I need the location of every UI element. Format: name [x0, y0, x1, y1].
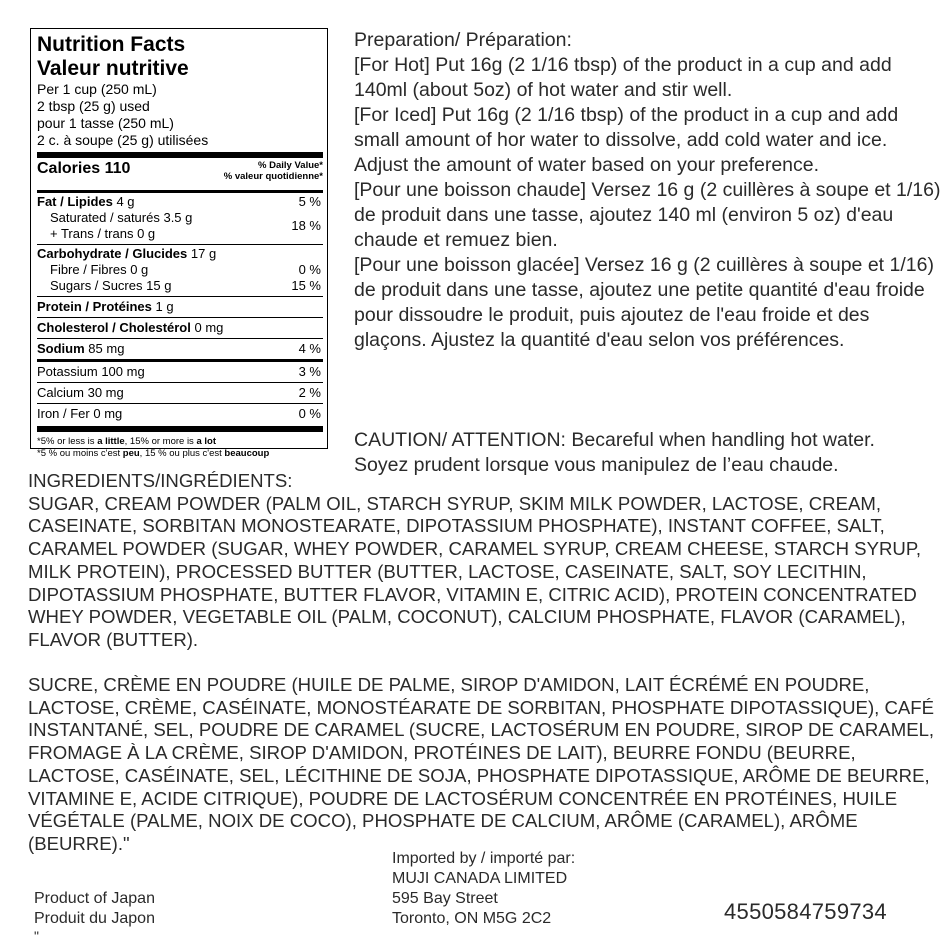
sodium-row	[37, 338, 323, 359]
footnote-fr	[37, 448, 323, 460]
fibre-label: Fibre / Fibres	[50, 262, 127, 277]
saturated-amount: 3.5 g	[163, 210, 193, 225]
sugars-amount: 15 g	[146, 278, 172, 293]
ingredients-french: SUCRE, CRÈME EN POUDRE (HUILE DE PALME, SIROP D'AMIDON, LAIT ÉCRÉMÉ EN POUDRE, LACTOSE, CRÈME, CASÉINATE, MONOSTÉARATE DE SORBITAN, PHOSPHATE DIPOTASSIQUE), CAFÉ INSTANTANÉ, SEL, POUDRE DE CARAMEL (SUCRE, LACTOSÉRUM EN POUDRE, SIROP DE CARAMEL, FROMAGE À LA CRÈME, SIROP D'AMIDON, PROTÉINES DE LAIT), BEURRE FONDU (BEURRE, LACTOSE, CASÉINATE, SEL, LÉCITHINE DE SOJA, PHOSPHATE DIPOTASSIQUE, ARÔME DE BEURRE, VITAMINE E, ACIDE CITRIQUE), POUDRE DE LACTOSÉRUM CONCENTRÉE EN PROTÉINES, HUILE VÉGÉTALE (PALME, NOIX DE COCO), PHOSPHATE DE CALCIUM, ARÔME (CARAMEL), ARÔME (BEURRE)."	[28, 674, 935, 854]
stray-quote-mark: "	[34, 928, 39, 944]
iron-amount: 0 mg	[93, 406, 123, 421]
potassium-amount: 100 mg	[101, 364, 145, 379]
trans-amount: 0 g	[137, 226, 156, 241]
ingredients-heading: INGREDIENTS/INGRÉDIENTS:	[28, 470, 293, 491]
iron-label: Iron / Fer	[37, 406, 90, 421]
daily-value-header-fr: % valeur quotidienne*	[223, 171, 323, 182]
serving-size-2: 2 tbsp (25 g) used	[37, 98, 150, 114]
fat-group	[37, 193, 323, 244]
calories-row	[37, 158, 323, 190]
potassium-row	[37, 359, 323, 382]
carb-amount: 17 g	[190, 246, 217, 261]
fibre-pct: 0 %	[298, 262, 321, 277]
daily-value-header	[224, 160, 323, 182]
fibre-row	[37, 262, 323, 278]
protein-amount: 1 g	[155, 299, 174, 314]
preparation-hot-en: [For Hot] Put 16g (2 1/16 tbsp) of the product in a cup and add 140ml (about 5oz) of hot water and stir well.	[354, 54, 892, 101]
preparation-heading: Preparation/ Préparation:	[354, 29, 572, 51]
calcium-pct: 2 %	[298, 385, 321, 400]
footnote-en-a: *5% or less is	[37, 436, 98, 447]
carb-row	[37, 246, 323, 262]
cholesterol-amount: 0 mg	[194, 320, 224, 335]
potassium-pct: 3 %	[298, 364, 321, 379]
footnote-en	[37, 436, 323, 448]
footnote-fr-d: beaucoup	[224, 448, 270, 459]
cholesterol-row	[37, 317, 323, 338]
fibre-amount: 0 g	[130, 262, 149, 277]
serving-size-3: pour 1 tasse (250 mL)	[37, 115, 174, 131]
serving-size-1: Per 1 cup (250 mL)	[37, 81, 157, 97]
importer-line-3: 595 Bay Street	[392, 890, 498, 907]
calcium-amount: 30 mg	[87, 385, 124, 400]
fat-amount: 4 g	[116, 194, 135, 209]
footnote-en-d: a lot	[196, 436, 216, 447]
trans-label: + Trans / trans	[50, 226, 134, 241]
saturated-pct: 18 %	[291, 218, 321, 233]
protein-label: Protein / Protéines	[37, 299, 152, 314]
fat-label: Fat / Lipides	[37, 194, 113, 209]
calcium-row	[37, 382, 323, 403]
importer-line-4: Toronto, ON M5G 2C2	[392, 910, 552, 927]
origin-block	[34, 889, 155, 929]
sodium-amount: 85 mg	[88, 341, 125, 356]
sodium-label: Sodium	[37, 341, 85, 356]
nutrition-facts-panel	[30, 28, 328, 459]
carb-group	[37, 244, 323, 296]
protein-row	[37, 296, 323, 317]
daily-value-header-en: % Daily Value*	[258, 160, 323, 171]
saturated-label: Saturated / saturés	[50, 210, 160, 225]
serving-size-4: 2 c. à soupe (25 g) utilisées	[37, 132, 209, 148]
importer-block	[392, 849, 575, 929]
fat-pct: 5 %	[298, 194, 321, 209]
calcium-label: Calcium	[37, 385, 84, 400]
importer-line-1: Imported by / importé par:	[392, 850, 576, 867]
origin-fr: Produit du Japon	[34, 910, 155, 927]
origin-en: Product of Japan	[34, 890, 155, 907]
nutrition-title-en: Nutrition Facts	[37, 33, 186, 56]
nutrition-title-fr: Valeur nutritive	[37, 57, 189, 80]
footnote-fr-a: *5 % ou moins c'est	[37, 448, 123, 459]
sugars-label: Sugars / Sucres	[50, 278, 143, 293]
sugars-pct: 15 %	[291, 278, 321, 293]
cholesterol-label: Cholesterol / Cholestérol	[37, 320, 191, 335]
preparation-hot-fr: [Pour une boisson chaude] Versez 16 g (2 cuillères à soupe et 1/16) de produit dans une tasse, ajoutez 140 ml (environ 5 oz) d'eau chaude et remuez bien.	[354, 179, 941, 251]
iron-pct: 0 %	[298, 406, 321, 421]
footnote-fr-b: peu	[122, 448, 140, 459]
ingredients-section	[28, 470, 938, 652]
preparation-iced-en: [For Iced] Put 16g (2 1/16 tbsp) of the product in a cup and add small amount of hor water to dissolve, add cold water and ice. Adjust the amount of water based on your preference.	[354, 104, 899, 176]
importer-line-2: MUJI CANADA LIMITED	[392, 870, 568, 887]
footnote-en-b: a little	[97, 436, 125, 447]
ingredients-english: SUGAR, CREAM POWDER (PALM OIL, STARCH SYRUP, SKIM MILK POWDER, LACTOSE, CREAM, CASEINATE, SORBITAN MONOSTEARATE, DIPOTASSIUM PHOSPHATE), INSTANT COFFEE, SALT, CARAMEL POWDER (SUGAR, WHEY POWDER, CARAMEL SYRUP, CREAM CHEESE, STARCH SYRUP, MILK PROTEIN), PROCESSED BUTTER (BUTTER, LACTOSE, CASEINATE, SALT, SOY LECITHIN, DIPOTASSIUM PHOSPHATE, BUTTER FLAVOR, VITAMIN E, CITRIC ACID), PROTEIN CONCENTRATED WHEY POWDER, VEGETABLE OIL (PALM, COCONUT), CALCIUM PHOSPHATE, FLAVOR (CARAMEL), FLAVOR (BUTTER).	[28, 492, 921, 650]
potassium-label: Potassium	[37, 364, 98, 379]
barcode-number: 4550584759734	[724, 899, 887, 924]
preparation-section	[354, 28, 944, 353]
sodium-pct: 4 %	[298, 341, 321, 356]
calories-label: Calories 110	[37, 160, 131, 177]
iron-row	[37, 403, 323, 424]
preparation-iced-fr: [Pour une boisson glacée] Versez 16 g (2 cuillères à soupe et 1/16) de produit dans une tasse, ajoutez une petite quantité d'eau froide pour dissoudre le produit, puis ajoutez de l'eau froide et des glaçons. Ajustez la quantité d'eau selon vos préférences.	[354, 254, 934, 351]
footnote-fr-c: , 15 % ou plus c'est	[139, 448, 225, 459]
fat-row	[37, 194, 323, 210]
caution-en: CAUTION/ ATTENTION: Becareful when handling hot water.	[354, 429, 875, 451]
carb-label: Carbohydrate / Glucides	[37, 246, 188, 261]
footnote-en-c: , 15% or more is	[124, 436, 197, 447]
saturated-row	[37, 210, 323, 242]
caution-fr: Soyez prudent lorsque vous manipulez de l’eau chaude.	[354, 454, 839, 476]
nutrition-footnote	[37, 426, 323, 460]
sugars-row	[37, 278, 323, 294]
